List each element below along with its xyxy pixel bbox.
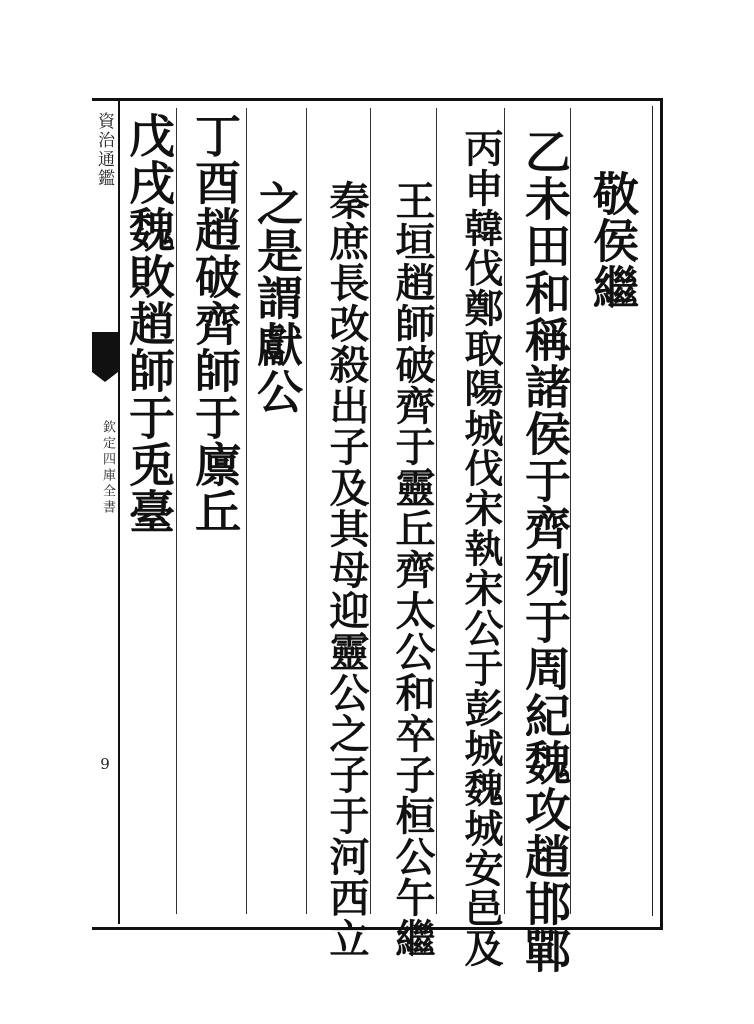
text-column-1: 敬侯繼 [586, 170, 640, 311]
margin-book-title: 資治通鑑 [94, 112, 114, 188]
margin-page-number: 9 [100, 755, 110, 773]
column-rule [246, 108, 247, 914]
column-rule [504, 108, 505, 914]
text-column-6: 之是謂獻公 [250, 180, 304, 415]
text-column-4: 王垣趙師破齊于靈丘齊太公和卒子桓公午繼 [389, 180, 436, 959]
column-rule [176, 108, 177, 914]
text-column-3: 丙申韓伐鄭取陽城伐宋執宋公于彭城魏城安邑及 [458, 128, 504, 968]
column-rule [436, 108, 437, 914]
text-column-2: 乙未田和稱諸侯于齊列于周紀魏攻趙邯鄲 [518, 128, 572, 974]
margin-collection-title: 欽定四庫全書 [100, 420, 115, 516]
text-column-7: 丁酉趙破齊師于廪丘 [188, 112, 242, 535]
column-rule [306, 108, 307, 914]
text-column-8: 戊戌魏敗趙師于兎臺 [122, 112, 176, 535]
fish-tail-mark-icon [92, 332, 118, 372]
column-rule [370, 108, 371, 914]
text-column-5: 秦庶長改殺出子及其母迎靈公之子于河西立 [323, 180, 370, 959]
